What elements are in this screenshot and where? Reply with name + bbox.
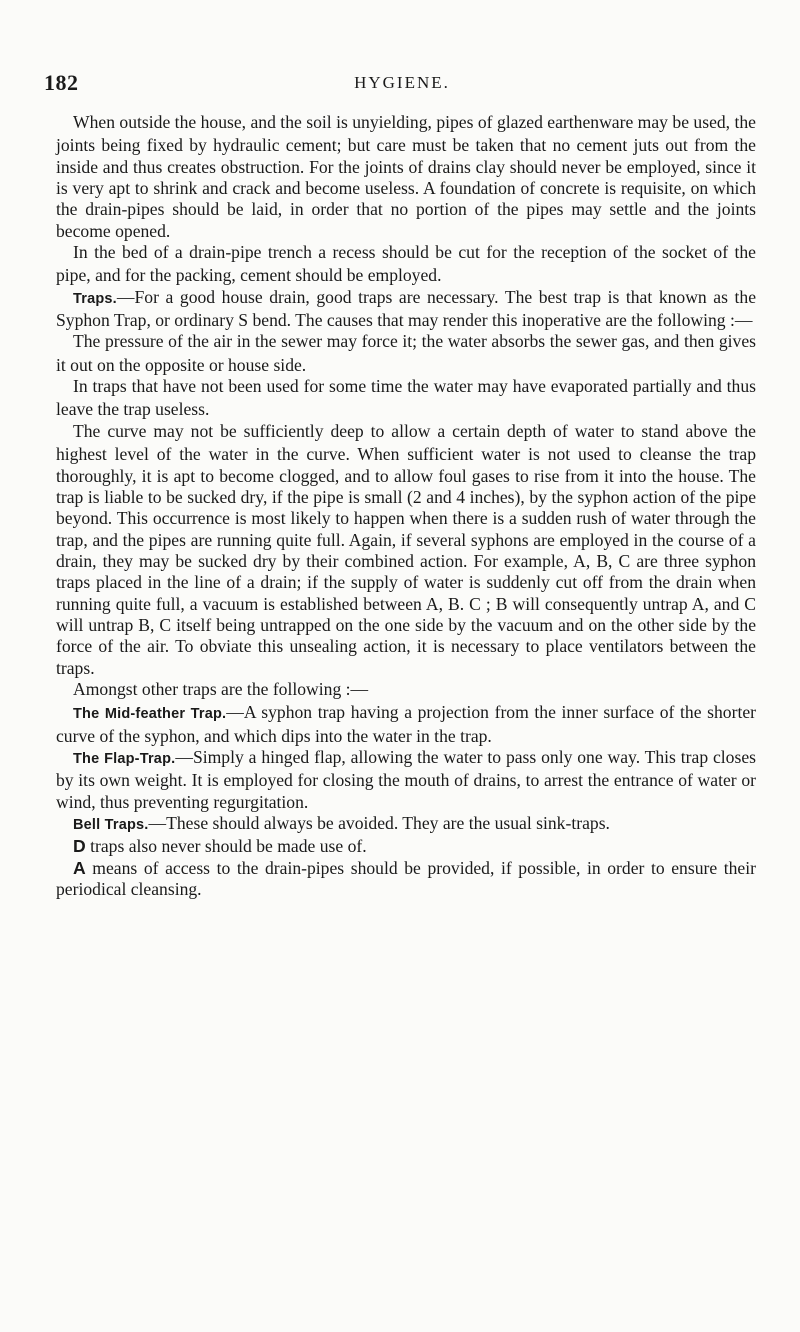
paragraph-access [56,858,756,901]
paragraph-bell-traps [56,813,756,836]
paragraph-heading: The Mid-feather Trap. [73,706,227,723]
paragraph-flap-trap [56,747,756,813]
paragraph-text: In the bed of a drain-pipe trench a recess should be cut for the reception of the socket of the pipe, and for the packing, cement should be employed. [56,242,756,286]
paragraph-trench [56,242,756,287]
paragraph-text: In traps that have not been used for some time the water may have evaporated partially and thus leave the trap useless. [56,376,756,420]
paragraph-heading: The Flap-Trap. [73,750,176,767]
paragraph-heading: Traps. [73,290,117,307]
paragraph-heading: D [73,836,86,857]
paragraph-traps [56,287,756,332]
paragraph-text: —For a good house drain, good traps are necessary. The best trap is that known as the Syphon Trap, or ordinary S bend. The causes that may render this inoperative are the following :— [56,286,756,331]
paragraph-curve [56,421,756,679]
paragraph-text: The pressure of the air in the sewer may force it; the water absorbs the sewer gas, and then gives it out on the opposite or house side. [56,331,756,375]
paragraph-other-traps [56,679,756,702]
paragraph-heading: Bell Traps. [73,817,149,833]
paragraph-text: —A syphon trap having a projection from the inner surface of the shorter curve of the syphon, and which dips into the water in the trap. [56,702,756,746]
paragraph-text: traps also never should be made use of. [85,836,367,857]
paragraph-mid-feather [56,702,756,747]
paragraph-text: Amongst other traps are the following :— [73,678,369,699]
paragraph-text: —Simply a hinged flap, allowing the water to pass only one way. This trap closes by its own weight. It is employed for closing the mouth of drains, to arrest the entrance of water or wind, thus preventing regurgitation. [56,746,756,812]
paragraph-pipes [56,112,756,242]
paragraph-evaporation [56,376,756,421]
paragraph-heading: A [73,857,86,878]
body-text [56,112,756,900]
paragraph-text: means of access to the drain-pipes should be provided, if possible, in order to ensure their periodical cleansing. [56,857,756,900]
paragraph-text: The curve may not be sufficiently deep to allow a certain depth of water to stand above the highest level of the water in the curve. When sufficient water is not used to cleanse the trap thoroughly, it is apt to become clogged, and to allow foul gases to rise from it into the house. The trap is liable to be sucked dry, if the pipe is small (2 and 4 inches), by the syphon action of the pipe beyond. This occurrence is most likely to happen when there is a sudden rush of water through the trap, and the pipes are running quite full. Again, if several syphons are employed in the course of a drain, they may be sucked dry by their combined action. For example, A, B, C are three syphon traps placed in the line of a drain; if the supply of water is suddenly cut off from the drain when running quite full, a vacuum is established between A, B. C ; B will consequently untrap A, and C will untrap B, C itself being untrapped on the one side by the vacuum and on the other side by the force of the air. To obviate this unsealing action, it is necessary to place ventilators between the traps. [56,420,756,678]
page-number: 182 [44,70,79,95]
paragraph-text: When outside the house, and the soil is unyielding, pipes of glazed earthenware may be used, the joints being fixed by hydraulic cement; but care must be taken that no cement juts out from the inside and thus creates obstruction. For the joints of drains clay should never be employed, since it is very apt to shrink and crack and become useless. A foundation of concrete is requisite, on which the drain-pipes should be laid, in order that no portion of the pipes may settle and the joints become opened. [56,112,756,241]
paragraph-pressure [56,331,756,376]
page-header [44,70,760,100]
running-title: HYGIENE. [354,73,450,92]
paragraph-d-traps [56,836,756,857]
paragraph-text: —These should always be avoided. They are the usual sink-traps. [148,813,610,833]
